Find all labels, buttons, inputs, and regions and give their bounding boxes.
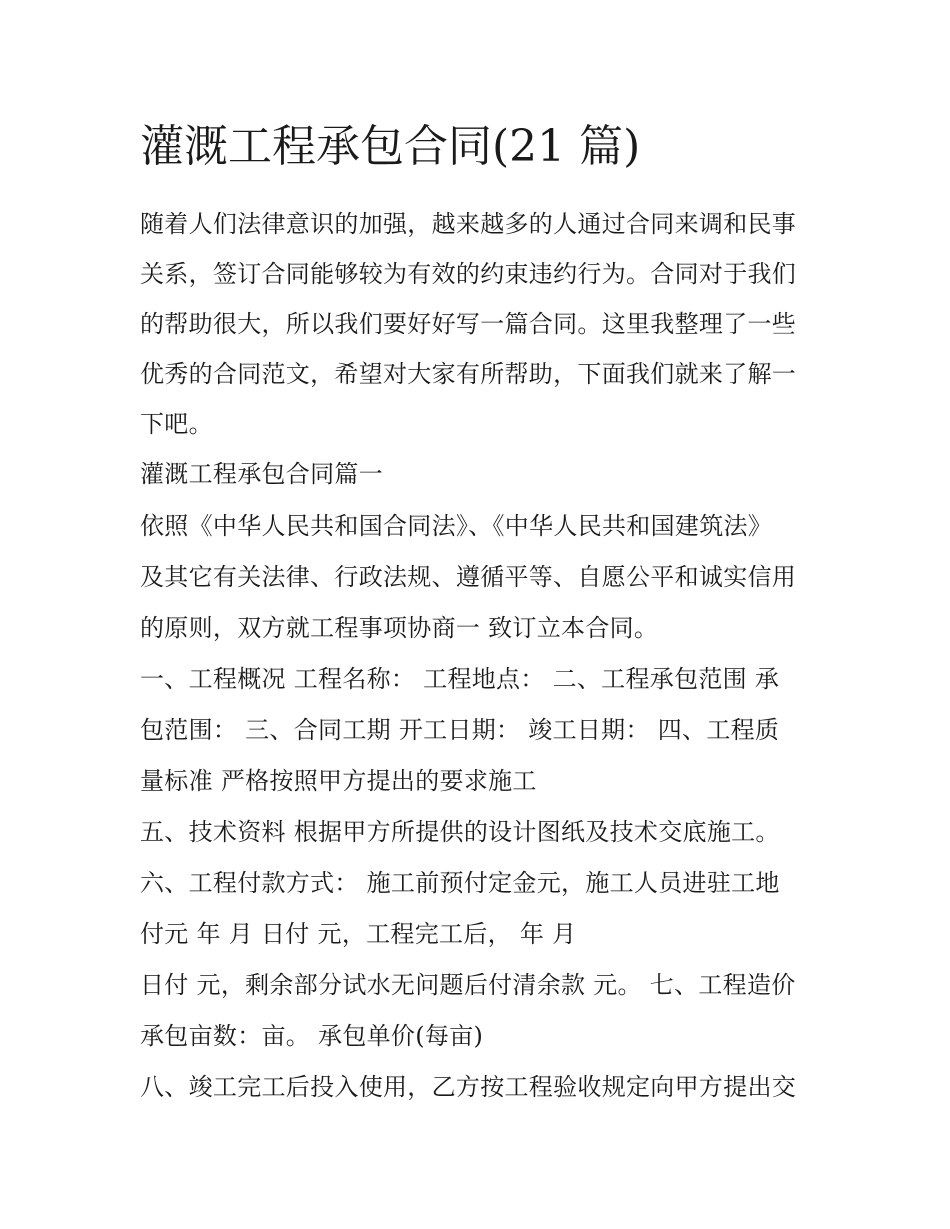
paragraph-line: 六、工程付款方式： 施工前预付定金元，施工人员进驻工地 [140,869,780,897]
document-title: 灌溉工程承包合同(21 篇) [140,121,641,172]
paragraph-line: 优秀的合同范文，希望对大家有所帮助，下面我们就来了解一 [140,360,797,388]
paragraph-line: 一、工程概况 工程名称： 工程地点： 二、工程承包范围 承 [140,665,780,693]
section-heading: 灌溉工程承包合同篇一 [140,460,383,488]
paragraph-line: 量标准 严格按照甲方提出的要求施工 [140,767,537,795]
paragraph-line: 的原则，双方就工程事项协商一 致订立本合同。 [140,614,659,642]
paragraph-line: 依照《中华人民共和国合同法》、《中华人民共和国建筑法》 [140,512,773,540]
paragraph-line: 及其它有关法律、行政法规、遵循平等、自愿公平和诚实信用 [140,563,797,591]
paragraph-line: 五、技术资料 根据甲方所提供的设计图纸及技术交底施工。 [140,818,780,846]
paragraph-line: 包范围： 三、合同工期 开工日期： 竣工日期： 四、工程质 [140,716,780,744]
paragraph-line: 随着人们法律意识的加强，越来越多的人通过合同来调和民事 [140,210,797,238]
paragraph-line: 下吧。 [140,410,213,438]
paragraph-line: 的帮助很大，所以我们要好好写一篇合同。这里我整理了一些 [140,310,797,338]
paragraph-line: 关系，签订合同能够较为有效的约束违约行为。合同对于我们 [140,260,797,288]
paragraph-line: 日付 元，剩余部分试水无问题后付清余款 元。 七、工程造价 [140,971,796,999]
paragraph-line: 承包亩数：亩。 承包单价(每亩) [140,1022,484,1050]
paragraph-line: 八、竣工完工后投入使用，乙方按工程验收规定向甲方提出交 [140,1073,797,1101]
paragraph-line: 付元 年 月 日付 元，工程完工后， 年 月 [140,920,577,948]
